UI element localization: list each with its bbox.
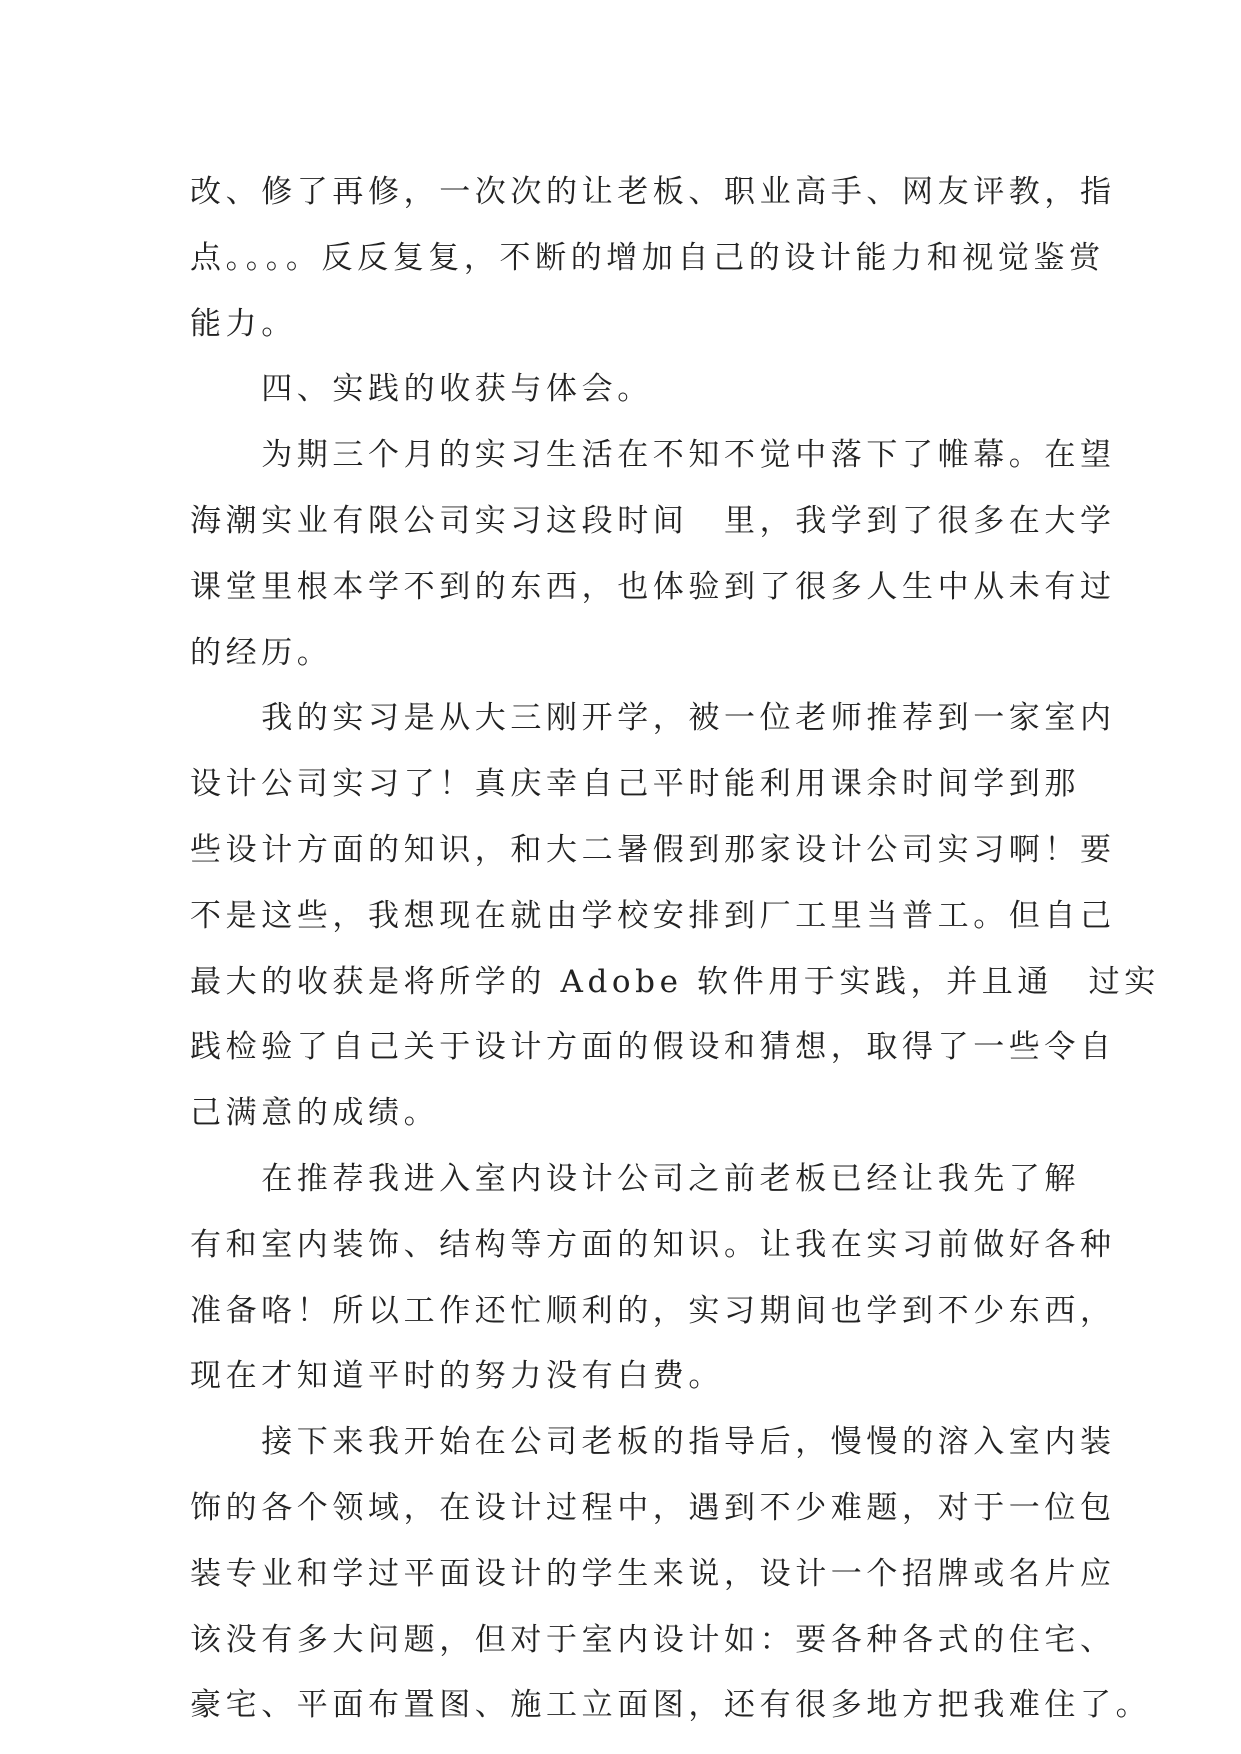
text-line: 点。。。。反反复复，不断的增加自己的设计能力和视觉鉴赏: [190, 239, 1105, 276]
text-line: 接下来我开始在公司老板的指导后，慢慢的溶入室内装: [190, 1424, 1116, 1461]
text-line: 为期三个月的实习生活在不知不觉中落下了帷幕。在望: [190, 437, 1116, 474]
text-line: 改、修了再修，一次次的让老板、职业高手、网友评教，指: [190, 174, 1116, 210]
text-line: 现在才知道平时的努力没有白费。: [190, 1358, 724, 1395]
text-line: 些设计方面的知识，和大二暑假到那家设计公司实习啊！要: [190, 831, 1116, 868]
text-line: 有和室内装饰、结构等方面的知识。让我在实习前做好各种: [190, 1226, 1116, 1263]
text-line: 己满意的成绩。: [190, 1095, 440, 1132]
text-line: 的经历。: [190, 634, 333, 671]
text-line: 在推荐我进入室内设计公司之前老板已经让我先了解: [190, 1160, 1080, 1197]
text-line: 能力。: [190, 305, 297, 342]
text-line: 饰的各个领域，在设计过程中，遇到不少难题，对于一位包: [190, 1489, 1116, 1526]
text-line: 践检验了自己关于设计方面的假设和猜想，取得了一些令自: [190, 1029, 1116, 1066]
text-line: 不是这些，我想现在就由学校安排到厂工里当普工。但自己: [190, 897, 1116, 934]
text-line: 课堂里根本学不到的东西，也体验到了很多人生中从未有过: [190, 568, 1116, 605]
section-heading: 四、实践的收获与体会。: [190, 371, 653, 408]
body-text: [190, 160, 1160, 1739]
text-line: 我的实习是从大三刚开学，被一位老师推荐到一家室内: [190, 700, 1116, 737]
text-line: 装专业和学过平面设计的学生来说，设计一个招牌或名片应: [190, 1555, 1116, 1592]
text-line: 最大的收获是将所学的 Adobe 软件用于实践，并且通 过实: [190, 963, 1160, 1000]
text-line: 海潮实业有限公司实习这段时间 里，我学到了很多在大学: [190, 502, 1116, 539]
text-line: 豪宅、平面布置图、施工立面图，还有很多地方把我难住了。: [190, 1687, 1152, 1724]
text-line: 该没有多大问题，但对于室内设计如：要各种各式的住宅、: [190, 1621, 1116, 1658]
text-line: 设计公司实习了！真庆幸自己平时能利用课余时间学到那: [190, 766, 1080, 803]
text-line: 准备咯！所以工作还忙顺利的，实习期间也学到不少东西，: [190, 1292, 1116, 1329]
